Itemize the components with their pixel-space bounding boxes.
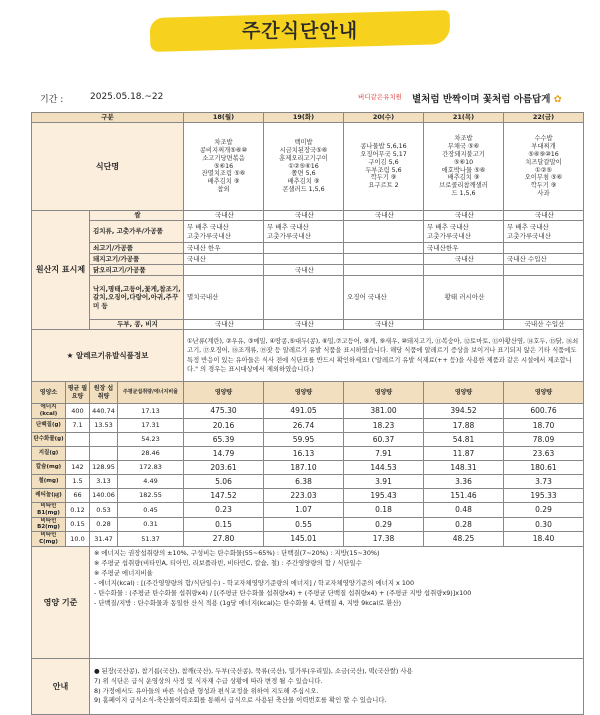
notice-line: ● 된장(국산콩), 참기름(국산), 참깨(국산), 두부(국산콩), 묵류(국산), 밀가루(우리밀), 소금(국산), 떡(국산쌀) 사용 bbox=[94, 666, 413, 675]
origin-value bbox=[264, 243, 344, 254]
origin-value: 국내산 bbox=[344, 320, 424, 330]
nutrient-day-value: 7.91 bbox=[344, 446, 424, 460]
nutrient-day-value: 144.53 bbox=[344, 460, 424, 474]
menu-item: ⑤⑥⑨⑩16 bbox=[528, 150, 559, 158]
nutrient-name: 에너지(kcal) bbox=[32, 404, 66, 419]
nutrient-daily: 182.55 bbox=[118, 488, 184, 502]
origin-item: 두부, 콩, 비지 bbox=[90, 320, 184, 330]
nut-header-day: 영양량 bbox=[184, 382, 264, 404]
nutrient-need: 1.5 bbox=[66, 474, 90, 488]
title-banner bbox=[150, 6, 450, 54]
menu-item: 배추김치 ⑨ bbox=[207, 178, 240, 186]
nutrient-need: 400 bbox=[66, 404, 90, 419]
menu-item: 수수밥 bbox=[534, 135, 553, 143]
nutrient-row bbox=[32, 446, 584, 460]
origin-value: 국내산 bbox=[264, 211, 344, 221]
nutrient-day-value: 6.38 bbox=[264, 474, 344, 488]
nutrient-day-value: 195.43 bbox=[344, 488, 424, 502]
nutrient-need bbox=[66, 432, 90, 446]
menu-item: 콘샐러드 1,5,6 bbox=[282, 186, 325, 194]
origin-value bbox=[424, 320, 504, 330]
menu-cell bbox=[504, 123, 584, 211]
nutrient-name: 레티놀(㎍) bbox=[32, 488, 66, 502]
nutrient-school: 31.47 bbox=[90, 532, 118, 547]
menu-item: ⑤⑥10 bbox=[453, 158, 474, 166]
nutrient-day-value: 3.73 bbox=[504, 474, 584, 488]
menu-item: 콩나물밥 5,6,16 bbox=[360, 142, 407, 150]
menu-item: ⑤⑥16 bbox=[213, 162, 234, 170]
menu-item: 오징어무국 5,17 bbox=[360, 150, 407, 158]
menu-item: 참외 bbox=[217, 186, 230, 194]
menu-table bbox=[31, 112, 584, 715]
origin-value: 국내산 bbox=[184, 211, 264, 221]
nutrient-row bbox=[32, 502, 584, 517]
origin-label: 원산지 표시제 bbox=[32, 211, 90, 330]
nutrient-name: 단백질(g) bbox=[32, 418, 66, 432]
header-category: 구분 bbox=[32, 113, 184, 123]
nutrient-daily: 17.31 bbox=[118, 418, 184, 432]
standard-line: - 탄수화물 : (주평균 탄수화물 섭취량x4) / [(주평균 탄수화물 섭취량x4) + (주평균 단백질 섭취량x4) + (주평균 지방 섭취량x9)]x100 bbox=[94, 588, 472, 597]
period-row bbox=[40, 92, 580, 108]
standard-line: ※ 에너지는 권장섭취량의 ±10%, 구성비는 탄수화물(55~65%) : 단백질(7~20%) : 지방(15~30%) bbox=[94, 549, 380, 557]
nutrient-day-value: 18.23 bbox=[344, 418, 424, 432]
nutrient-name: 비타민B2(mg) bbox=[32, 517, 66, 532]
menu-item: 사과 bbox=[537, 190, 550, 198]
nutrient-day-value: 151.46 bbox=[424, 488, 504, 502]
nutrient-need: 7.1 bbox=[66, 418, 90, 432]
nutrient-name: 지질(g) bbox=[32, 446, 66, 460]
nutrient-daily: 172.83 bbox=[118, 460, 184, 474]
origin-value bbox=[344, 221, 424, 243]
nutrient-day-value: 14.79 bbox=[184, 446, 264, 460]
origin-value: 국내산 bbox=[184, 320, 264, 330]
nutrient-name: 칼슘(mg) bbox=[32, 460, 66, 474]
nutrient-row bbox=[32, 517, 584, 532]
menu-item: 백미밥 bbox=[294, 138, 313, 146]
nutrient-daily: 51.37 bbox=[118, 532, 184, 547]
nutrient-day-value: 180.61 bbox=[504, 460, 584, 474]
kindergarten-logo: 버디같은유치원 bbox=[358, 93, 402, 101]
menu-cell bbox=[264, 123, 344, 211]
nutrient-day-value: 27.80 bbox=[184, 532, 264, 547]
origin-value bbox=[344, 265, 424, 276]
menu-item: 간장돼지불고기 bbox=[442, 150, 485, 158]
nutrient-school: 0.28 bbox=[90, 517, 118, 532]
nutrient-day-value: 0.18 bbox=[344, 502, 424, 517]
nutrient-row bbox=[32, 474, 584, 488]
nutrient-day-value: 48.25 bbox=[424, 532, 504, 547]
nutrient-day-value: 0.29 bbox=[344, 517, 424, 532]
origin-value: 국내산 bbox=[184, 254, 264, 265]
menu-item: 차조밥 bbox=[214, 138, 233, 146]
origin-item: 쌀 bbox=[90, 211, 184, 221]
header-day: 19(화) bbox=[264, 113, 344, 123]
standard-line: ※ 주평균 에너지비율 bbox=[94, 568, 153, 577]
menu-item: ①②⑤⑥16 bbox=[288, 162, 319, 170]
nutrient-school bbox=[90, 432, 118, 446]
origin-value: 국내산 수입산 bbox=[504, 320, 584, 330]
nutrient-day-value: 78.09 bbox=[504, 432, 584, 446]
menu-item: 두부조림 5,6 bbox=[365, 166, 402, 174]
nutrient-day-value: 54.81 bbox=[424, 432, 504, 446]
origin-value bbox=[264, 254, 344, 265]
menu-item: 오이무침 ⑤⑥ bbox=[524, 174, 563, 182]
nutrient-day-value: 0.48 bbox=[424, 502, 504, 517]
period-value: 2025.05.18.~22 bbox=[90, 92, 164, 102]
nutrient-day-value: 16.13 bbox=[264, 446, 344, 460]
nutrient-school: 0.53 bbox=[90, 502, 118, 517]
standard-line: ※ 주평균 섭취량(비타민A, 티아민, 리보플라빈, 비타민C, 칼슘, 철) : 주간영양량의 합 / 식단일수 bbox=[94, 558, 362, 567]
nutrient-name: 탄수화물(g) bbox=[32, 432, 66, 446]
origin-value bbox=[504, 243, 584, 254]
nutrient-day-value: 0.29 bbox=[504, 502, 584, 517]
period-label: 기간 : bbox=[40, 95, 64, 105]
origin-value bbox=[344, 243, 424, 254]
origin-value: 국내산 bbox=[344, 211, 424, 221]
origin-item: 김치류, 고춧가루/가공품 bbox=[90, 221, 184, 243]
menu-item: 구이김 5,6 bbox=[368, 158, 399, 166]
menu-cell bbox=[344, 123, 424, 211]
nutrient-need bbox=[66, 446, 90, 460]
menu-item: 깍두기 ⑨ bbox=[370, 174, 397, 182]
page-title: 주간식단안내 bbox=[241, 20, 359, 42]
nutrient-day-value: 3.91 bbox=[344, 474, 424, 488]
origin-item: 닭오리고기/가공품 bbox=[90, 265, 184, 276]
nutrient-name: 철(mg) bbox=[32, 474, 66, 488]
nut-header-need: 평균 필요량 bbox=[66, 382, 90, 404]
nutrient-school bbox=[90, 446, 118, 460]
origin-value bbox=[504, 276, 584, 320]
menu-item: 드 1,5,6 bbox=[451, 190, 476, 198]
origin-item: 낙지,명태,고등어,꽃게,참조기,갈치,오징어,다랑어,아귀,주꾸미 등 bbox=[90, 276, 184, 320]
menu-cell bbox=[424, 123, 504, 211]
nut-header-day: 영양량 bbox=[424, 382, 504, 404]
origin-value: 무 배추 국내산 고춧가루국내산 bbox=[184, 221, 264, 243]
nut-header-day: 영양량 bbox=[344, 382, 424, 404]
nutrient-day-value: 17.88 bbox=[424, 418, 504, 432]
menu-item: 브로콜리참깨샐러 bbox=[439, 182, 488, 190]
nutrient-day-value: 381.00 bbox=[344, 404, 424, 419]
nutrient-school: 140.06 bbox=[90, 488, 118, 502]
nutrient-day-value: 17.38 bbox=[344, 532, 424, 547]
header-day: 18(월) bbox=[184, 113, 264, 123]
nutrient-day-value: 1.07 bbox=[264, 502, 344, 517]
nutrient-daily: 17.13 bbox=[118, 404, 184, 419]
origin-value: 국내산 bbox=[264, 320, 344, 330]
nutrient-day-value: 147.52 bbox=[184, 488, 264, 502]
nutrient-row bbox=[32, 404, 584, 419]
origin-value: 국내산 수입산 bbox=[504, 254, 584, 265]
nutrient-school: 128.95 bbox=[90, 460, 118, 474]
nutrient-day-value: 0.55 bbox=[264, 517, 344, 532]
nutrient-day-value: 0.28 bbox=[424, 517, 504, 532]
nutrient-day-value: 0.23 bbox=[184, 502, 264, 517]
origin-value: 무 배추 국내산 고춧가루국내산 bbox=[424, 221, 504, 243]
notice-line: 8) 가정에서도 유아들의 바른 식습관 형성과 편식교정을 위하여 지도해 주십시오. bbox=[94, 686, 319, 695]
nutrient-day-value: 18.70 bbox=[504, 418, 584, 432]
origin-value bbox=[184, 265, 264, 276]
standard-line: - 단백질/지방 : 탄수화물과 동일한 산식 적용 (1g당 에너지(kcal)는 탄수화물 4, 단백질 4, 지방 9kcal로 환산) bbox=[94, 598, 402, 607]
origin-item: 쇠고기/가공품 bbox=[90, 243, 184, 254]
notice-label: 안내 bbox=[32, 659, 90, 715]
nutrient-row bbox=[32, 460, 584, 474]
nutrient-need: 66 bbox=[66, 488, 90, 502]
nutrient-day-value: 223.03 bbox=[264, 488, 344, 502]
origin-value: 국내산 bbox=[424, 254, 504, 265]
nutrient-day-value: 491.05 bbox=[264, 404, 344, 419]
nutrient-daily: 4.49 bbox=[118, 474, 184, 488]
standard-label: 영양 기준 bbox=[32, 547, 90, 659]
nut-header-school: 원장 섭취량 bbox=[90, 382, 118, 404]
menu-cell bbox=[184, 123, 264, 211]
origin-value bbox=[344, 254, 424, 265]
origin-item: 돼지고기/가공품 bbox=[90, 254, 184, 265]
nutrient-need: 142 bbox=[66, 460, 90, 474]
nutrient-day-value: 20.16 bbox=[184, 418, 264, 432]
nutrient-row bbox=[32, 532, 584, 547]
menu-item: 배추김치 ⑨ bbox=[447, 174, 480, 182]
origin-value: 무 배추 국내산 고춧가루국내산 bbox=[264, 221, 344, 243]
menu-item: 소고기당면볶음 bbox=[202, 154, 245, 162]
nutrient-daily: 0.45 bbox=[118, 502, 184, 517]
menu-item: 요구르트 2 bbox=[368, 182, 399, 190]
nutrient-daily: 54.23 bbox=[118, 432, 184, 446]
header-day: 20(수) bbox=[344, 113, 424, 123]
menu-item: 애호박나물 ⑤⑥ bbox=[441, 166, 486, 174]
nutrient-name: 비타민B1(mg) bbox=[32, 502, 66, 517]
nut-header-day: 영양량 bbox=[504, 382, 584, 404]
nutrient-school: 3.13 bbox=[90, 474, 118, 488]
nutrient-day-value: 148.31 bbox=[424, 460, 504, 474]
nutrient-day-value: 475.30 bbox=[184, 404, 264, 419]
nutrient-need: 10.0 bbox=[66, 532, 90, 547]
nutrient-day-value: 60.37 bbox=[344, 432, 424, 446]
nutrient-name: 비타민C(mg) bbox=[32, 532, 66, 547]
nutrient-day-value: 195.33 bbox=[504, 488, 584, 502]
notice-line: 9) 홈페이지 급식소식-축산물이력조회를 통해서 급식으로 사용된 축산물 이력번호를 확인 할 수 있습니다. bbox=[94, 696, 387, 705]
nutrient-day-value: 187.10 bbox=[264, 460, 344, 474]
flower-icon: ✿ bbox=[553, 94, 562, 105]
nut-header-daily: 주평균섭취량/에너지비율 bbox=[118, 382, 184, 404]
nutrient-row bbox=[32, 418, 584, 432]
notice-text bbox=[90, 659, 584, 715]
menu-item: 차조밥 bbox=[454, 135, 473, 143]
notice-line: 7) 위 식단은 급식 운영상의 사정 및 식자재 수급 상황에 따라 변경 될 수 있습니다. bbox=[94, 676, 323, 685]
origin-value: 오징어 국내산 bbox=[344, 276, 424, 320]
header-day: 21(목) bbox=[424, 113, 504, 123]
origin-value: 멸치국내산 bbox=[184, 276, 264, 320]
menu-label: 식단명 bbox=[32, 123, 184, 211]
nutrient-day-value: 0.30 bbox=[504, 517, 584, 532]
nutrient-row bbox=[32, 488, 584, 502]
standard-line: - 에너지(kcal) : [(주간영양량의 합/식단일수) - 학교자체영양기준량의 에너지] / 학교자체영양기준의 에너지 x 100 bbox=[94, 578, 415, 587]
nutrient-row bbox=[32, 432, 584, 446]
standard-text bbox=[90, 547, 584, 659]
origin-value bbox=[264, 276, 344, 320]
origin-value: 국내산 한우 bbox=[184, 243, 264, 254]
origin-value: 국내산한우 bbox=[424, 243, 504, 254]
allergy-info: ①난류(계란), ②우유, ③메밀, ④땅콩,⑤대두(콩), ⑥밀,⑦고등어, ⑧게, ⑨새우, ⑩돼지고기, ⑪복숭아, ⑫토마토, ⑬아황산염, ⑭호두, ⑮닭, ⑯쇠고기, ⑰오징어, ⑱조개류, ⑲잣 등 알레르기 유발 식품을 표시하였습니다. 해당 식품에 알레르기 증상을 보이거나 표기되지 않은 기타 식품에도 특정 반응이 있는 유아들은 식사 전에 식단표를 반드시 확인하세요! ('알레르기 유발 식재료(++ 등)을 사용한 제품과 같은 시설에서 제조합니다." 의 경우는 표시대상에서 제외하였습니다.) bbox=[184, 330, 584, 382]
nut-header-day: 영양량 bbox=[264, 382, 344, 404]
nutrient-day-value: 3.36 bbox=[424, 474, 504, 488]
nutrient-need: 0.15 bbox=[66, 517, 90, 532]
origin-value: 국내산 bbox=[504, 211, 584, 221]
menu-item: 깍두기 ⑨ bbox=[530, 182, 557, 190]
menu-item: 부대찌개 bbox=[531, 142, 556, 150]
origin-value: 국내산 bbox=[424, 211, 504, 221]
nutrient-day-value: 203.61 bbox=[184, 460, 264, 474]
nutrient-day-value: 0.15 bbox=[184, 517, 264, 532]
menu-item: ①②⑤ bbox=[535, 166, 552, 174]
menu-item: 무채국 ⑤⑥ bbox=[447, 142, 480, 150]
nutrient-day-value: 59.95 bbox=[264, 432, 344, 446]
nutrient-school: 440.74 bbox=[90, 404, 118, 419]
origin-value: 국내산 bbox=[264, 265, 344, 276]
nutrient-day-value: 394.52 bbox=[424, 404, 504, 419]
nutrient-day-value: 11.87 bbox=[424, 446, 504, 460]
nutrient-day-value: 65.39 bbox=[184, 432, 264, 446]
origin-value bbox=[424, 265, 504, 276]
nutrient-day-value: 23.63 bbox=[504, 446, 584, 460]
menu-item: 콩비지찌개⑤⑥⑩ bbox=[199, 146, 248, 154]
nut-header-name: 영양소 bbox=[32, 382, 66, 404]
origin-value: 황태 러시아산 bbox=[424, 276, 504, 320]
slogan: 별처럼 반짝이며 꽃처럼 아름답게 ✿ bbox=[412, 94, 562, 105]
origin-value bbox=[504, 265, 584, 276]
menu-item: 시금치된장국⑤⑥ bbox=[279, 146, 328, 154]
nutrient-school: 13.53 bbox=[90, 418, 118, 432]
menu-item: 배추김치 ⑨ bbox=[287, 178, 320, 186]
header-day: 22(금) bbox=[504, 113, 584, 123]
menu-item: 잔멸치조림 ⑤⑥ bbox=[201, 170, 246, 178]
allergy-label: ★ 알레르기유발식품정보 bbox=[32, 330, 184, 382]
nutrient-day-value: 26.74 bbox=[264, 418, 344, 432]
nutrient-daily: 0.31 bbox=[118, 517, 184, 532]
nutrient-daily: 28.46 bbox=[118, 446, 184, 460]
nutrient-day-value: 5.06 bbox=[184, 474, 264, 488]
nutrient-day-value: 145.01 bbox=[264, 532, 344, 547]
menu-item: 쫄면 5,6 bbox=[291, 170, 316, 178]
menu-item: 치즈달걀말이 bbox=[525, 158, 562, 166]
menu-item: 훈제오리고기구이 bbox=[279, 154, 328, 162]
nutrient-need: 0.12 bbox=[66, 502, 90, 517]
nutrient-day-value: 600.76 bbox=[504, 404, 584, 419]
origin-value: 무 배추 국내산 고춧가루국내산 bbox=[504, 221, 584, 243]
nutrient-day-value: 18.40 bbox=[504, 532, 584, 547]
